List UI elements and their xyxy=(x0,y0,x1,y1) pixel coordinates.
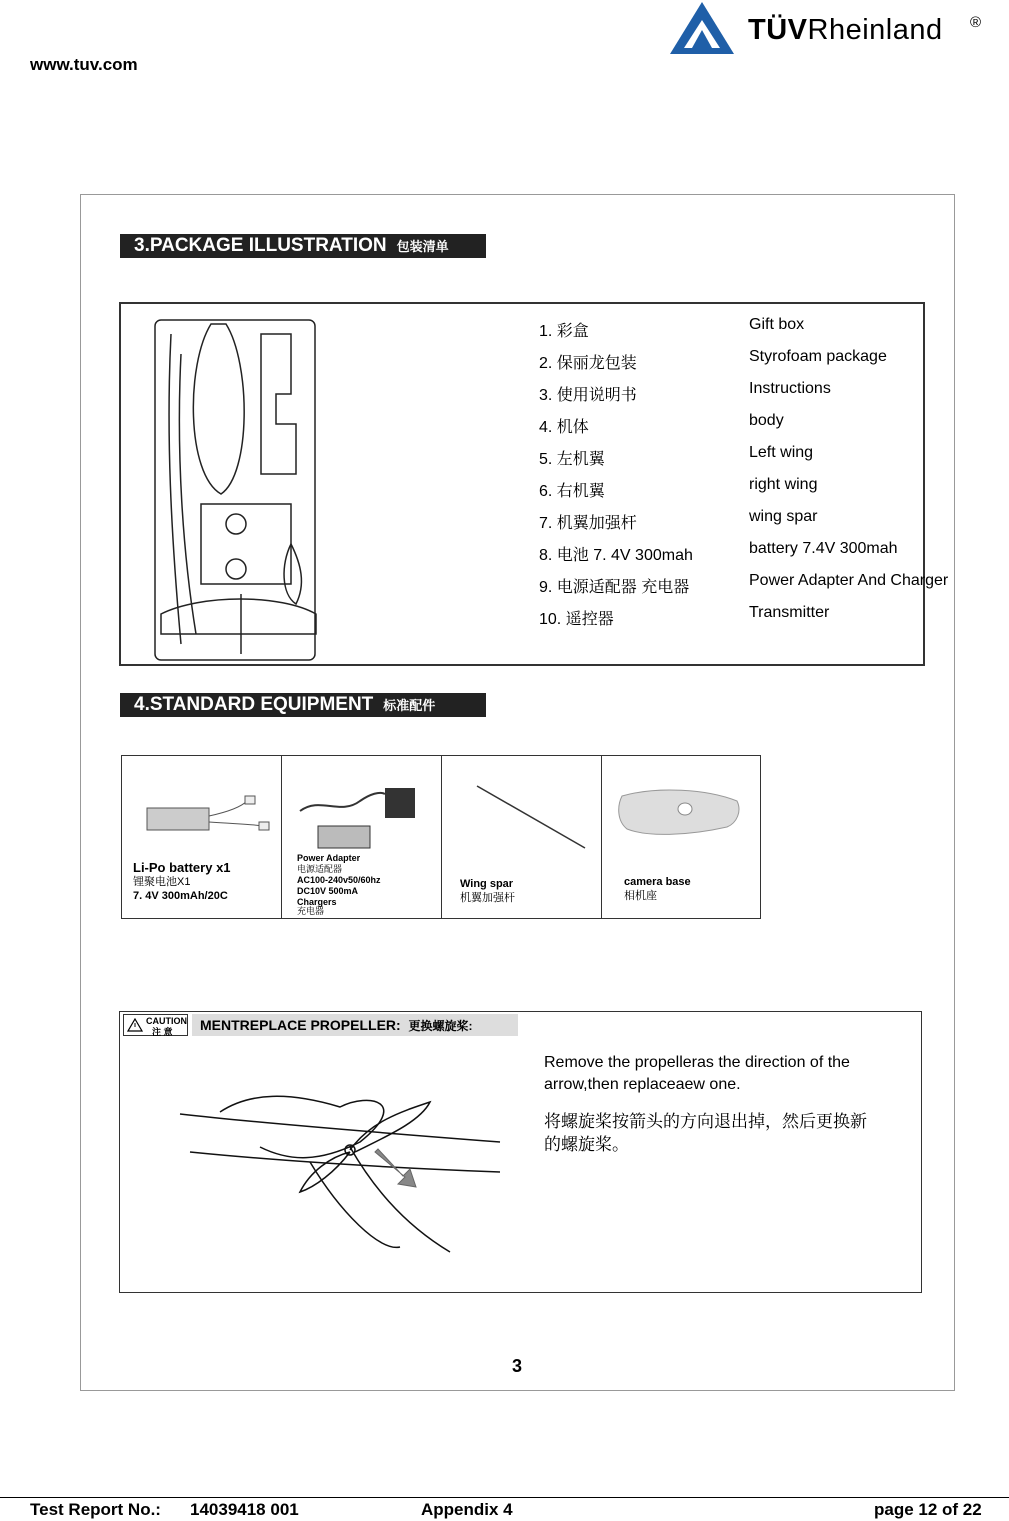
package-item-en: right wing xyxy=(749,476,818,493)
equipment-cell-camera-base xyxy=(602,756,760,918)
package-item-en: Instructions xyxy=(749,380,831,397)
propeller-instruction-en-2: arrow,then replaceaew one. xyxy=(544,1076,741,1093)
tuv-brand-name: TÜVRheinland xyxy=(748,14,943,46)
caution-label xyxy=(123,1014,188,1036)
registered-mark: ® xyxy=(970,14,982,31)
propeller-instruction-cn-2: 的螺旋桨。 xyxy=(544,1135,629,1154)
propeller-instruction-en-1: Remove the propelleras the direction of the xyxy=(544,1054,850,1071)
caution-text-cn: 注 意 xyxy=(152,1027,173,1037)
package-illustration-box xyxy=(119,302,949,666)
battery-caption-cn: 锂聚电池X1 xyxy=(133,876,191,888)
package-item-cn: 8. 电池 7. 4V 300mah xyxy=(539,547,693,564)
battery-caption-spec: 7. 4V 300mAh/20C xyxy=(133,890,228,902)
wing-spar-caption-cn: 机翼加强杆 xyxy=(460,892,515,904)
adapter-caption-line5: Chargers xyxy=(297,897,337,907)
manual-page-number: 3 xyxy=(512,1356,523,1376)
package-item-en: Styrofoam package xyxy=(749,348,887,365)
wing-spar-caption-en: Wing spar xyxy=(460,878,514,890)
tuv-logo xyxy=(668,0,988,60)
package-item-cn: 3. 使用说明书 xyxy=(539,387,637,404)
package-item-cn: 2. 保丽龙包装 xyxy=(539,355,637,372)
propeller-instruction-cn-1: 将螺旋桨按箭头的方向退出掉，然后更换新 xyxy=(544,1112,867,1131)
package-item-en: Gift box xyxy=(749,316,805,333)
website-url: www.tuv.com xyxy=(30,55,138,74)
adapter-caption-line2: 电源适配器 xyxy=(297,864,343,874)
package-item-cn: 5. 左机翼 xyxy=(539,451,605,468)
footer-report-label: Test Report No.: xyxy=(30,1500,161,1519)
footer-appendix: Appendix 4 xyxy=(421,1500,513,1519)
adapter-caption-line1: Power Adapter xyxy=(297,853,361,863)
package-item-en: Left wing xyxy=(749,444,814,461)
camera-base-caption-cn: 相机座 xyxy=(624,890,657,902)
equipment-cell-adapter xyxy=(282,756,442,918)
adapter-caption-line4: DC10V 500mA xyxy=(297,886,359,896)
package-item-cn: 10. 遥控器 xyxy=(539,611,614,628)
adapter-caption-line6: 充电器 xyxy=(297,906,325,916)
package-item-cn: 9. 电源适配器 充电器 xyxy=(539,579,690,596)
package-item-cn: 1. 彩盒 xyxy=(539,323,589,340)
propeller-replacement-drawing xyxy=(170,1052,570,1292)
wing-spar-image xyxy=(447,776,597,856)
battery-image xyxy=(137,786,287,846)
footer-page-count: page 12 of 22 xyxy=(874,1500,982,1519)
equipment-cell-battery xyxy=(122,756,282,918)
package-item-en: battery 7.4V 300mah xyxy=(749,540,898,557)
tuv-triangle-icon xyxy=(668,0,738,58)
package-item-en: wing spar xyxy=(749,508,818,525)
package-item-en: body xyxy=(749,412,784,429)
adapter-caption-line3: AC100-240v50/60hz xyxy=(297,875,381,885)
package-item-en: Power Adapter And Charger xyxy=(749,572,949,589)
equipment-cell-wing-spar xyxy=(442,756,602,918)
section-3-heading: 3.PACKAGE ILLUSTRATION 包装清单 xyxy=(120,234,486,258)
package-item-cn: 7. 机翼加强杆 xyxy=(539,515,637,532)
standard-equipment-table xyxy=(121,755,761,919)
package-item-en: Transmitter xyxy=(749,604,830,621)
foam-package-drawing xyxy=(151,314,331,664)
battery-caption-en: Li-Po battery x1 xyxy=(133,860,231,875)
section-4-heading: 4.STANDARD EQUIPMENT 标准配件 xyxy=(120,693,486,717)
replace-propeller-heading: MENTREPLACE PROPELLER: 更换螺旋桨: xyxy=(192,1014,518,1036)
warning-icon xyxy=(127,1018,143,1032)
caution-text-en: CAUTION xyxy=(146,1016,187,1026)
camera-base-caption-en: camera base xyxy=(624,876,691,888)
power-adapter-image xyxy=(290,776,440,851)
camera-base-image xyxy=(607,781,757,851)
footer-divider xyxy=(0,1497,1009,1498)
package-item-cn: 4. 机体 xyxy=(539,419,589,436)
package-item-cn: 6. 右机翼 xyxy=(539,483,605,500)
replace-propeller-box xyxy=(119,1011,922,1293)
footer-report-number: 14039418 001 xyxy=(190,1500,299,1519)
